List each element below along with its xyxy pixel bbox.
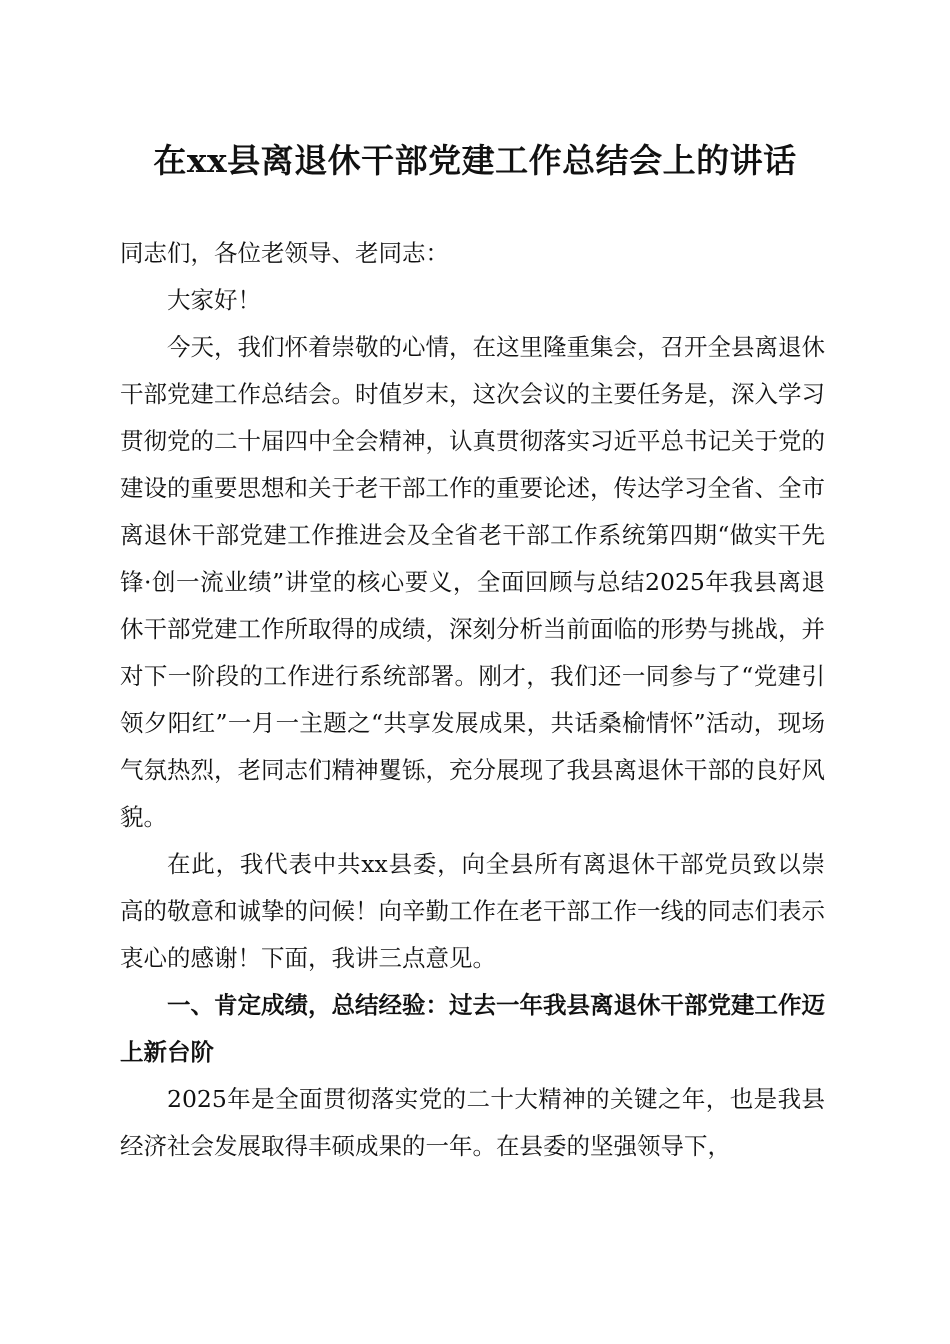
paragraph-greetings-thanks: 在此，我代表中共xx县委，向全县所有离退休干部党员致以崇高的敬意和诚挚的问候！向辛勤工作在老干部工作一线的同志们表示衷心的感谢！下面，我讲三点意见。 (120, 850, 825, 972)
paragraph-opening: 今天，我们怀着崇敬的心情，在这里隆重集会，召开全县离退休干部党建工作总结会。时值岁末，这次会议的主要任务是，深入学习贯彻党的二十届四中全会精神，认真贯彻落实习近平总书记关于党的建设的重要思想和关于老干部工作的重要论述，传达学习全省、全市离退休干部党建工作推进会及全省老干部工作系统第四期“做实干先锋·创一流业绩”讲堂的核心要义，全面回顾与总结2025年我县离退休干部党建工作所取得的成绩，深刻分析当前面临的形势与挑战，并对下一阶段的工作进行系统部署。刚才，我们还一同参与了“党建引领夕阳红”一月一主题之“共享发展成果，共话桑榆情怀”活动，现场气氛热烈，老同志们精神矍铄，充分展现了我县离退休干部的良好风貌。 (120, 333, 825, 831)
document-body (120, 230, 825, 1170)
salutation: 同志们，各位老领导、老同志： (120, 239, 449, 267)
section-heading-1: 一、肯定成绩，总结经验：过去一年我县离退休干部党建工作迈上新台阶 (120, 991, 825, 1066)
document-title: 在xx县离退休干部党建工作总结会上的讲话 (153, 141, 797, 180)
greeting: 大家好！ (167, 286, 261, 314)
paragraph-section-1: 2025年是全面贯彻落实党的二十大精神的关键之年，也是我县经济社会发展取得丰硕成果的一年。在县委的坚强领导下， (120, 1085, 825, 1160)
